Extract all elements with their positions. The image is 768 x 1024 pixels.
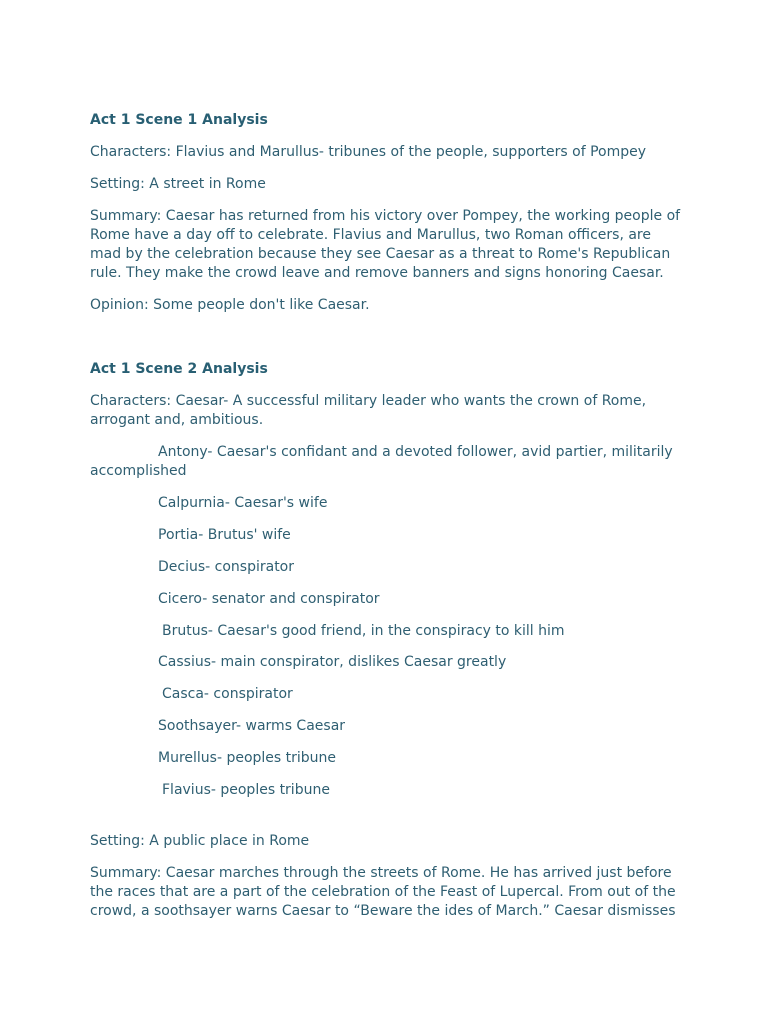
scene1-summary-line: Rome have a day off to celebrate. Flavius and Marullus, two Roman officers, are: [90, 227, 651, 243]
character-soothsayer: Soothsayer- warms Caesar: [158, 718, 346, 734]
scene2-summary-line: Summary: Caesar marches through the streets of Rome. He has arrived just before: [90, 865, 672, 881]
character-decius: Decius- conspirator: [158, 559, 295, 575]
character-cicero: Cicero- senator and conspirator: [158, 591, 380, 607]
character-antony-continued: accomplished: [90, 463, 187, 479]
scene2-setting: Setting: A public place in Rome: [90, 833, 310, 849]
scene1-characters: Characters: Flavius and Marullus- tribunes of the people, supporters of Pompey: [90, 144, 647, 160]
character-calpurnia: Calpurnia- Caesar's wife: [158, 495, 328, 511]
character-murellus: Murellus- peoples tribune: [158, 750, 337, 766]
character-flavius: Flavius- peoples tribune: [162, 782, 330, 798]
scene2-summary-line: crowd, a soothsayer warns Caesar to “Beware the ides of March.” Caesar dismisses: [90, 903, 676, 919]
scene2-summary-line: the races that are a part of the celebration of the Feast of Lupercal. From out of the: [90, 884, 676, 900]
scene1-setting: Setting: A street in Rome: [90, 176, 266, 192]
scene1-opinion: Opinion: Some people don't like Caesar.: [90, 297, 370, 313]
scene1-summary-line: rule. They make the crowd leave and remove banners and signs honoring Caesar.: [90, 265, 664, 281]
scene2-characters-line: Characters: Caesar- A successful military leader who wants the crown of Rome,: [90, 393, 647, 409]
scene1-heading: Act 1 Scene 1 Analysis: [90, 112, 268, 128]
scene1-summary-line: mad by the celebration because they see Caesar as a threat to Rome's Republican: [90, 246, 671, 262]
scene1-summary-line: Summary: Caesar has returned from his victory over Pompey, the working people of: [90, 208, 681, 224]
document-page: [90, 0, 680, 1024]
scene2-heading: Act 1 Scene 2 Analysis: [90, 361, 268, 377]
scene2-characters-line: arrogant and, ambitious.: [90, 412, 264, 428]
character-portia: Portia- Brutus' wife: [158, 527, 291, 543]
character-brutus: Brutus- Caesar's good friend, in the conspiracy to kill him: [162, 623, 565, 639]
character-casca: Casca- conspirator: [162, 686, 293, 702]
character-antony: Antony- Caesar's confidant and a devoted follower, avid partier, militarily: [158, 444, 673, 460]
character-cassius: Cassius- main conspirator, dislikes Caesar greatly: [158, 654, 507, 670]
